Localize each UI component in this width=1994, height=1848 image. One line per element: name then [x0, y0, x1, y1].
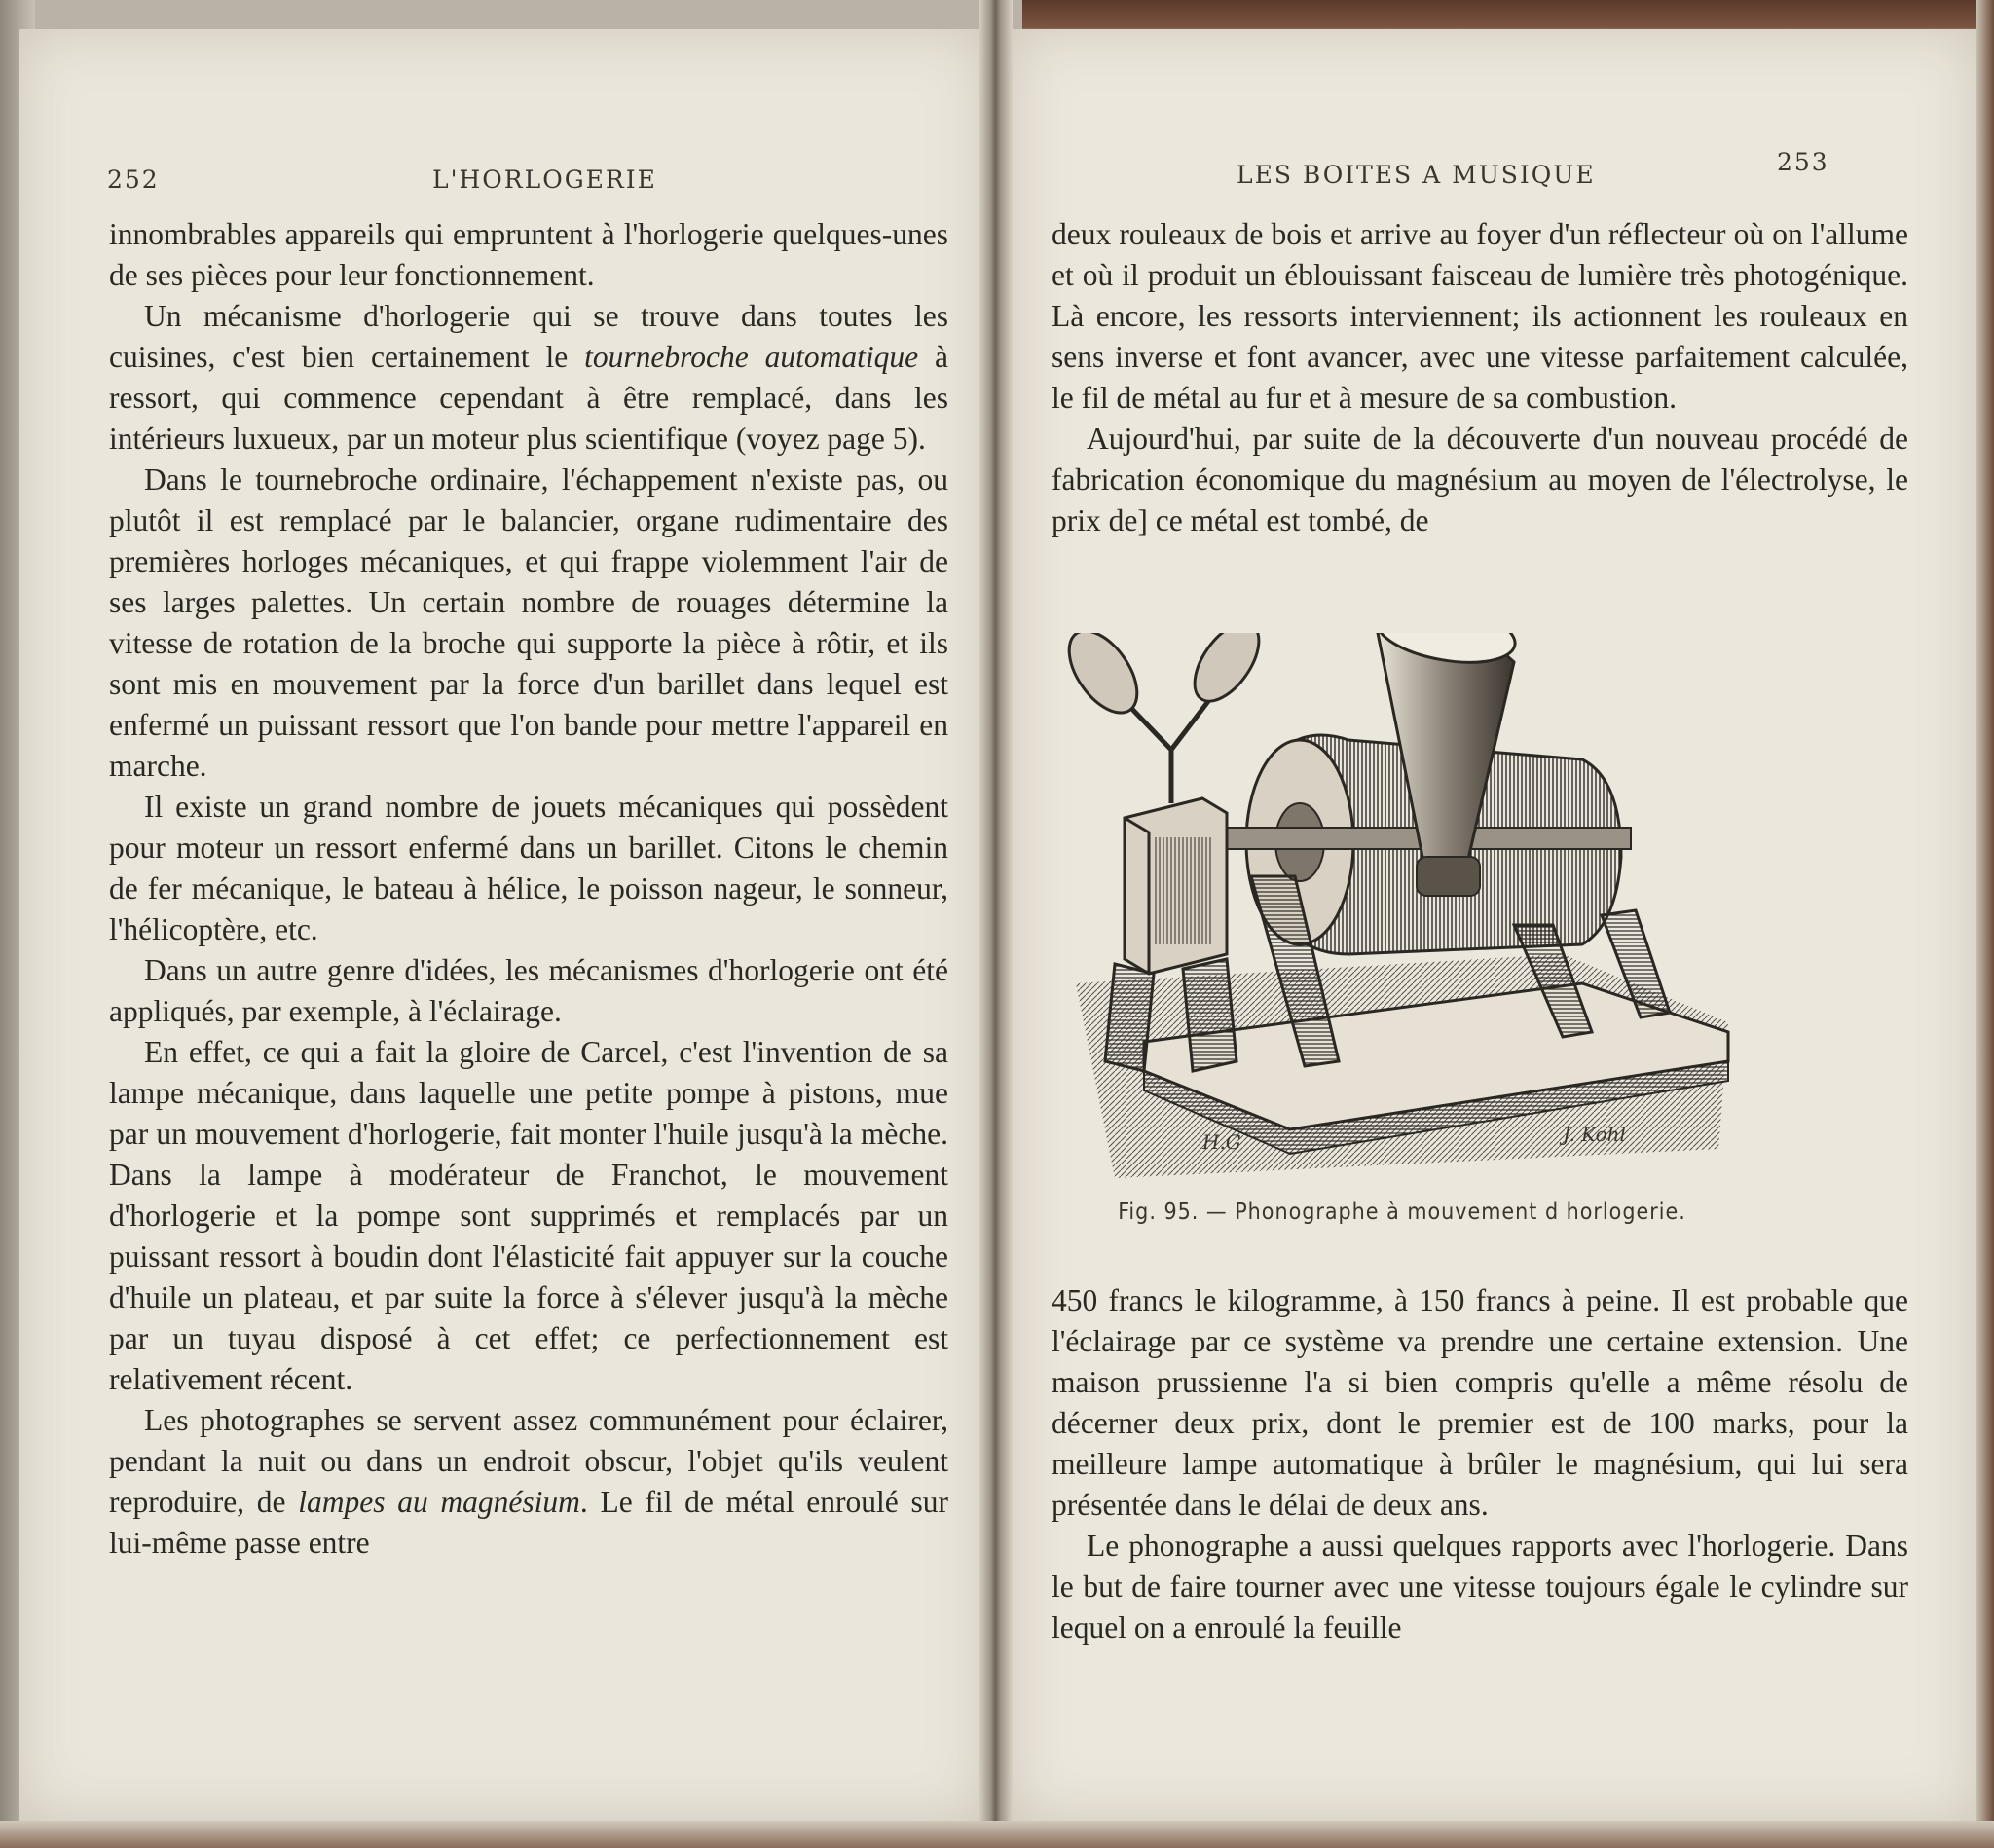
phonograph-engraving [1056, 633, 1738, 1188]
text-run: à ressort, qui commence cependant à être remplacé, dans les intérieurs luxueux, par un moteur plus scientifique (voyez page 5). [109, 340, 948, 456]
text-run: Aujourd'hui, par suite de la découverte d'un nouveau procédé de fabrication économique du magnésium au moyen de l'électrolyse, le prix de] ce métal est tombé, de [1052, 422, 1908, 537]
text-run: . Le fil de métal enroulé sur lui-même passe entre [109, 1485, 948, 1560]
paragraph [109, 296, 948, 460]
text-run: deux rouleaux de bois et arrive au foyer d'un réflecteur où on l'allume et où il produit un éblouissant faisceau de lumière très photogénique. Là encore, les ressorts interviennent; ils actionnent les rouleaux en sens inverse et font avancer, avec une vitesse parfaitement calculée, le fil de métal au fur et à mesure de sa combustion. [1052, 217, 1908, 415]
text-run: Un mécanisme d'horlogerie qui se trouve dans toutes les cuisines, c'est bien certainement le [109, 299, 948, 374]
paragraph [109, 787, 948, 950]
text-run: Il existe un grand nombre de jouets mécaniques qui possèdent pour moteur un ressort enfermé dans un barillet. Citons le chemin de fer mécanique, le bateau à hélice, le poisson nageur, le sonneur, l'hélicoptère, etc. [109, 790, 948, 946]
book-binding [979, 0, 1013, 1848]
left-page-number: 252 [107, 166, 160, 194]
text-run: Le phonographe a aussi quelques rapports avec l'horlogerie. Dans le but de faire tourner avec une vitesse toujours égale le cylindre sur lequel on a enroulé la feuille [1052, 1529, 1908, 1645]
right-body-text-bottom [1052, 1280, 1908, 1648]
text-run: Les photographes se servent assez communément pour éclairer, pendant la nuit ou dans un endroit obscur, l'objet qu'ils veulent reproduire, de [109, 1403, 948, 1519]
text-run: En effet, ce qui a fait la gloire de Carcel, c'est l'invention de sa lampe mécanique, dans laquelle une petite pompe à pistons, mue par un mouvement d'horlogerie, fait monter l'huile jusqu'à la mèche. Dans la lampe à modérateur de Franchot, le mouvement d'horlogerie et la pompe sont supprimés et remplacés par un puissant ressort à boudin dont l'élasticité fait appuyer sur la couche d'huile un plateau, et par suite la force à s'élever jusqu'à la mèche par un tuyau disposé à cet effet; ce perfectionnement est relativement récent. [109, 1035, 948, 1396]
text-run: Dans le tournebroche ordinaire, l'échappement n'existe pas, ou plutôt il est remplacé par le balancier, organe rudimentaire des premières horloges mécaniques, et qui frappe violemment l'air de ses larges palettes. Un certain nombre de rouages détermine la vitesse de rotation de la broche qui supporte la pièce à rôtir, et ils sont mis en mouvement par la force d'un barillet dans lequel est enfermé un puissant ressort que l'on bande pour mettre l'appareil en marche. [109, 462, 948, 783]
paragraph [1052, 1280, 1908, 1526]
paragraph [109, 460, 948, 787]
italic-text: tournebroche automatique [584, 340, 919, 374]
figure-phonograph [1056, 633, 1738, 1188]
paragraph [109, 1032, 948, 1400]
text-run: Dans un autre genre d'idées, les mécanismes d'horlogerie ont été appliqués, par exemple, à l'éclairage. [109, 953, 948, 1028]
paragraph [1052, 214, 1908, 419]
text-run: innombrables appareils qui empruntent à l'horlogerie quelques-unes de ses pièces pour leur fonctionnement. [109, 217, 948, 292]
left-page [19, 29, 985, 1821]
right-running-head: LES BOITES A MUSIQUE [1237, 161, 1596, 189]
figure-caption: Fig. 95. — Phonographe à mouvement d horlogerie. [1118, 1200, 1686, 1225]
book-cover-right [1976, 0, 1994, 1848]
italic-text: lampes au magnésium [298, 1485, 580, 1519]
engraver-signature-left: H.G [1202, 1130, 1241, 1154]
left-running-head: L'HORLOGERIE [432, 166, 657, 194]
book-cover-bottom [0, 1821, 1994, 1848]
right-body-text-top [1052, 214, 1908, 541]
right-page-number: 253 [1777, 148, 1829, 176]
paragraph [109, 950, 948, 1032]
text-run: 450 francs le kilogramme, à 150 francs à peine. Il est probable que l'éclairage par ce système va prendre une certaine extension. Une maison prussienne l'a si bien compris qu'elle a même résolu de décerner deux prix, dont le premier est de 100 marks, pour la meilleure lampe automatique à brûler le magnésium, qui lui sera présentée dans le délai de deux ans. [1052, 1283, 1908, 1522]
engraver-signature-right: J. Kohl [1563, 1123, 1626, 1146]
paragraph [109, 1400, 948, 1564]
paragraph [1052, 1526, 1908, 1648]
left-body-text [109, 214, 948, 1564]
paragraph [109, 214, 948, 296]
paragraph [1052, 419, 1908, 541]
